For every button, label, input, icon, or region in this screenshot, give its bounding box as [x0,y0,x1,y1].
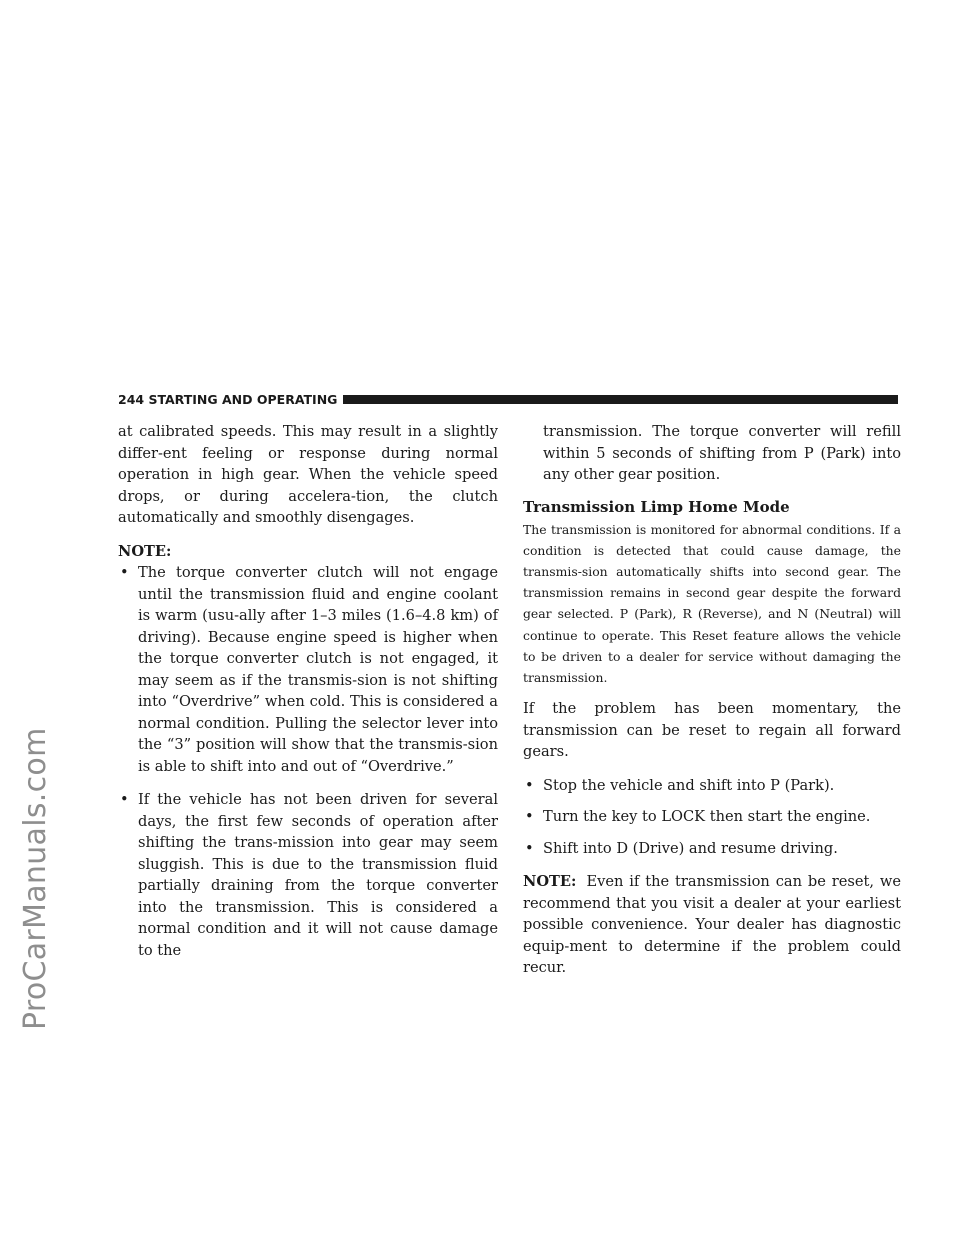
note-label-inline: NOTE: [523,873,577,891]
bullet-icon: • [525,808,534,826]
page-header [118,390,898,408]
reset-steps-list [523,775,901,860]
header-rule [343,395,898,404]
note-bullet-item: • The torque converter clutch will not engage until the transmission fluid and engine coolant is warm (usu-ally after 1–3 miles (1.6–4.8 km) of driving). Because engine speed is higher when the torque converter clutch is not engaged, it may seem as if the transmis-sion is not shifting into “Overdrive” when cold. This is considered a normal condition. Pulling the selector lever into the “3” position will show that the transmis-sion is able to shift into and out of “Overdrive.” [120,564,498,775]
reset-intro-paragraph: If the problem has been momentary, the transmission can be reset to regain all forward gears. [523,700,901,761]
watermark-text: ProCarManuals.com [18,727,53,1030]
bullet-icon: • [525,776,534,794]
intro-paragraph: at calibrated speeds. This may result in a slightly differ-ent feeling or response during normal operation in high gear. When the vehicle speed drops, or during accelera-tion, the clutch automatically and smoothly disengages. [118,423,498,526]
reset-step-item: • Stop the vehicle and shift into P (Park). [523,775,901,797]
note-bullet-list [118,562,498,961]
reset-step-item: • Turn the key to LOCK then start the engine. [523,806,901,828]
note-bullet-item: • If the vehicle has not been driven for several days, the first few seconds of operation after shifting the trans-mission into gear may seem sluggish. This is due to the transmission fluid partially draining from the torque converter into the transmission. This is considered a normal condition and it will not cause damage to the [120,791,498,959]
limp-mode-paragraph: The transmission is monitored for abnormal conditions. If a condition is detected that could cause damage, the transmis-sion automatically shifts into second gear. The transmission remains in second gear despite the forward gear selected. P (Park), R (Reverse), and N (Neutral) will continue to operate. This Reset feature allows the vehicle to be driven to a dealer for service without damaging the transmission. [523,521,901,685]
bullet-icon: • [120,564,129,581]
bullet-icon: • [120,791,129,808]
left-column [118,421,498,973]
note-text: Even if the transmission can be reset, we recommend that you visit a dealer at your earliest possible convenience. Your dealer has diagnostic equip-ment to determine if the problem could recur. [523,873,901,977]
reset-step-item: • Shift into D (Drive) and resume driving. [523,838,901,860]
section-title: STARTING AND OPERATING [148,391,338,407]
final-note-paragraph [523,871,901,979]
bullet-icon: • [525,839,534,857]
note-label: NOTE: [118,542,172,560]
right-column [523,421,901,979]
continuation-paragraph: transmission. The torque converter will refill within 5 seconds of shifting from P (Park) into any other gear position. [543,423,901,483]
page-number: 244 [118,391,145,407]
section-heading: Transmission Limp Home Mode [523,497,790,516]
page-number-and-section [118,392,343,407]
